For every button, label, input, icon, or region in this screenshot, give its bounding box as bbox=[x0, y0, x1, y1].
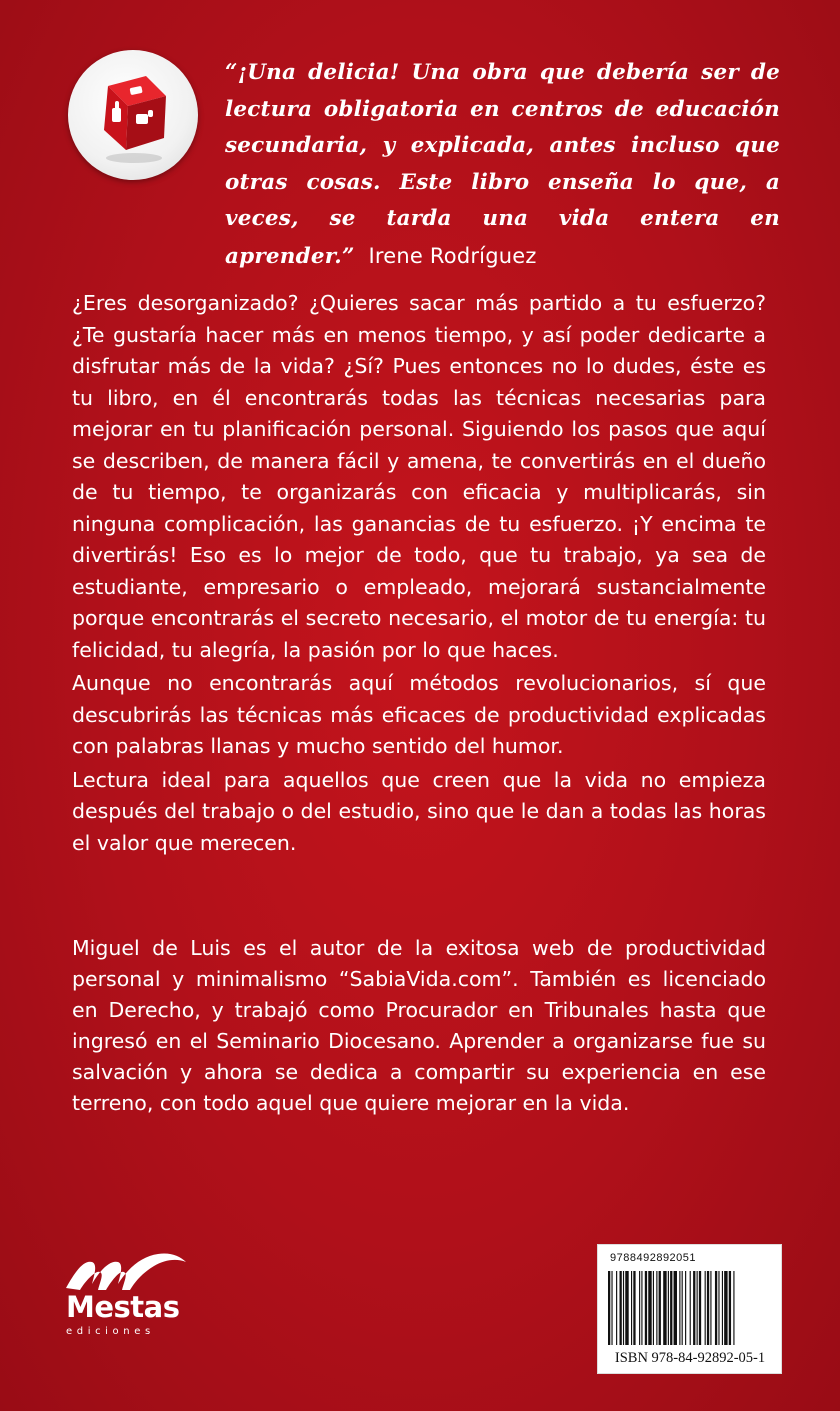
synopsis-paragraph-2: Aunque no encontrarás aquí métodos revolucionarios, sí que descubrirás las técnicas más eficaces de productividad explicadas con palabras llanas y mucho sentido del humor. bbox=[72, 671, 766, 758]
publisher-name: Mestas bbox=[66, 1290, 180, 1324]
barcode-bar bbox=[693, 1271, 695, 1345]
barcode-bar bbox=[685, 1271, 686, 1345]
barcode-bar bbox=[724, 1271, 727, 1345]
barcode-bar bbox=[625, 1271, 628, 1345]
isbn-barcode bbox=[597, 1244, 782, 1374]
barcode-bar bbox=[608, 1271, 610, 1345]
barcode-bar bbox=[690, 1271, 691, 1345]
barcode-bar bbox=[668, 1271, 669, 1345]
barcode-bar bbox=[707, 1271, 709, 1345]
publisher-logo bbox=[62, 1240, 192, 1360]
barcode-bar bbox=[663, 1271, 666, 1345]
dice-graphic bbox=[68, 50, 198, 180]
quote-author: Irene Rodríguez bbox=[368, 243, 537, 268]
barcode-bar bbox=[616, 1271, 617, 1345]
author-bio: Miguel de Luis es el autor de la exitosa web de productividad personal y minimalismo “SabiaVida.com”. También es licenciado en Derecho, y trabajó como Procurador en Tribunales hasta que ingresó en el Seminario Diocesano. Aprender a organizarse fue su salvación y ahora se dedica a compartir su experiencia en ese terreno, con todo aquel que quiere mejorar en la vida. bbox=[72, 936, 766, 1115]
barcode-bar bbox=[611, 1271, 612, 1345]
barcode-bar bbox=[674, 1271, 677, 1345]
barcode-bar bbox=[659, 1271, 661, 1345]
barcode-bars bbox=[604, 1251, 774, 1347]
barcode-digits: 9788492892051 bbox=[610, 1252, 697, 1264]
synopsis bbox=[72, 288, 766, 859]
synopsis-paragraph-1: ¿Eres desorganizado? ¿Quieres sacar más partido a tu esfuerzo? ¿Te gustaría hacer más en menos tiempo, y así poder dedicarte a disfrutar más de la vida? ¿Sí? Pues entonces no lo dudes, éste es tu libro, en él encontrarás todas las técnicas necesarias para mejorar en tu planificación personal. Siguiendo los pasos que aquí se describen, de manera fácil y amena, te convertirás en el dueño de tu tiempo, te organizarás con eficacia y multiplicarás, sin ninguna complicación, las ganancias de tu esfuerzo. ¡Y encima te divertirás! Eso es lo mejor de todo, que tu trabajo, ya sea de estudiante, empresario o empleado, mejorará sustancialmente porque encontrarás el secreto necesario, el motor de tu energía: tu felicidad, tu alegría, la pasión por lo que haces. bbox=[72, 291, 766, 662]
barcode-bar bbox=[729, 1271, 731, 1345]
dice-thumbs-up-icon bbox=[68, 50, 198, 180]
barcode-bar bbox=[699, 1271, 701, 1345]
barcode-bar bbox=[697, 1271, 698, 1345]
quote-open-mark: “ bbox=[225, 60, 238, 85]
barcode-bar bbox=[645, 1271, 647, 1345]
barcode-bar bbox=[641, 1271, 642, 1345]
barcode-bar bbox=[679, 1271, 680, 1345]
barcode-bar bbox=[623, 1271, 624, 1345]
barcode-bar bbox=[722, 1271, 723, 1345]
barcode-bar bbox=[648, 1271, 651, 1345]
barcode-bar bbox=[710, 1271, 711, 1345]
barcode-bar bbox=[670, 1271, 672, 1345]
publisher-sub: ediciones bbox=[66, 1326, 155, 1337]
isbn-label: ISBN 978-84-92892-05-1 bbox=[614, 1350, 766, 1366]
barcode-bar bbox=[715, 1271, 717, 1345]
barcode-bar bbox=[718, 1271, 719, 1345]
barcode-bar bbox=[733, 1271, 734, 1345]
quote-text: ¡Una delicia! Una obra que debería ser de lectura obligatoria en centros de educación secundaria, y explicada, antes incluso que otras cosas. Este libro enseña lo que, a veces, se tarda una vida entera en aprender.” bbox=[225, 60, 780, 269]
barcode-bar bbox=[620, 1271, 622, 1345]
barcode-bar bbox=[631, 1271, 632, 1345]
synopsis-paragraph-3: Lectura ideal para aquellos que creen que la vida no empieza después del trabajo o del estudio, sino que le dan a todas las horas el valor que merecen. bbox=[72, 767, 766, 855]
barcode-bar bbox=[633, 1271, 635, 1345]
barcode-bar bbox=[639, 1271, 640, 1345]
barcode-bar bbox=[705, 1271, 706, 1345]
barcode-bar bbox=[682, 1271, 683, 1345]
testimonial-quote bbox=[225, 55, 780, 275]
barcode-bar bbox=[653, 1271, 654, 1345]
barcode-bar bbox=[656, 1271, 657, 1345]
